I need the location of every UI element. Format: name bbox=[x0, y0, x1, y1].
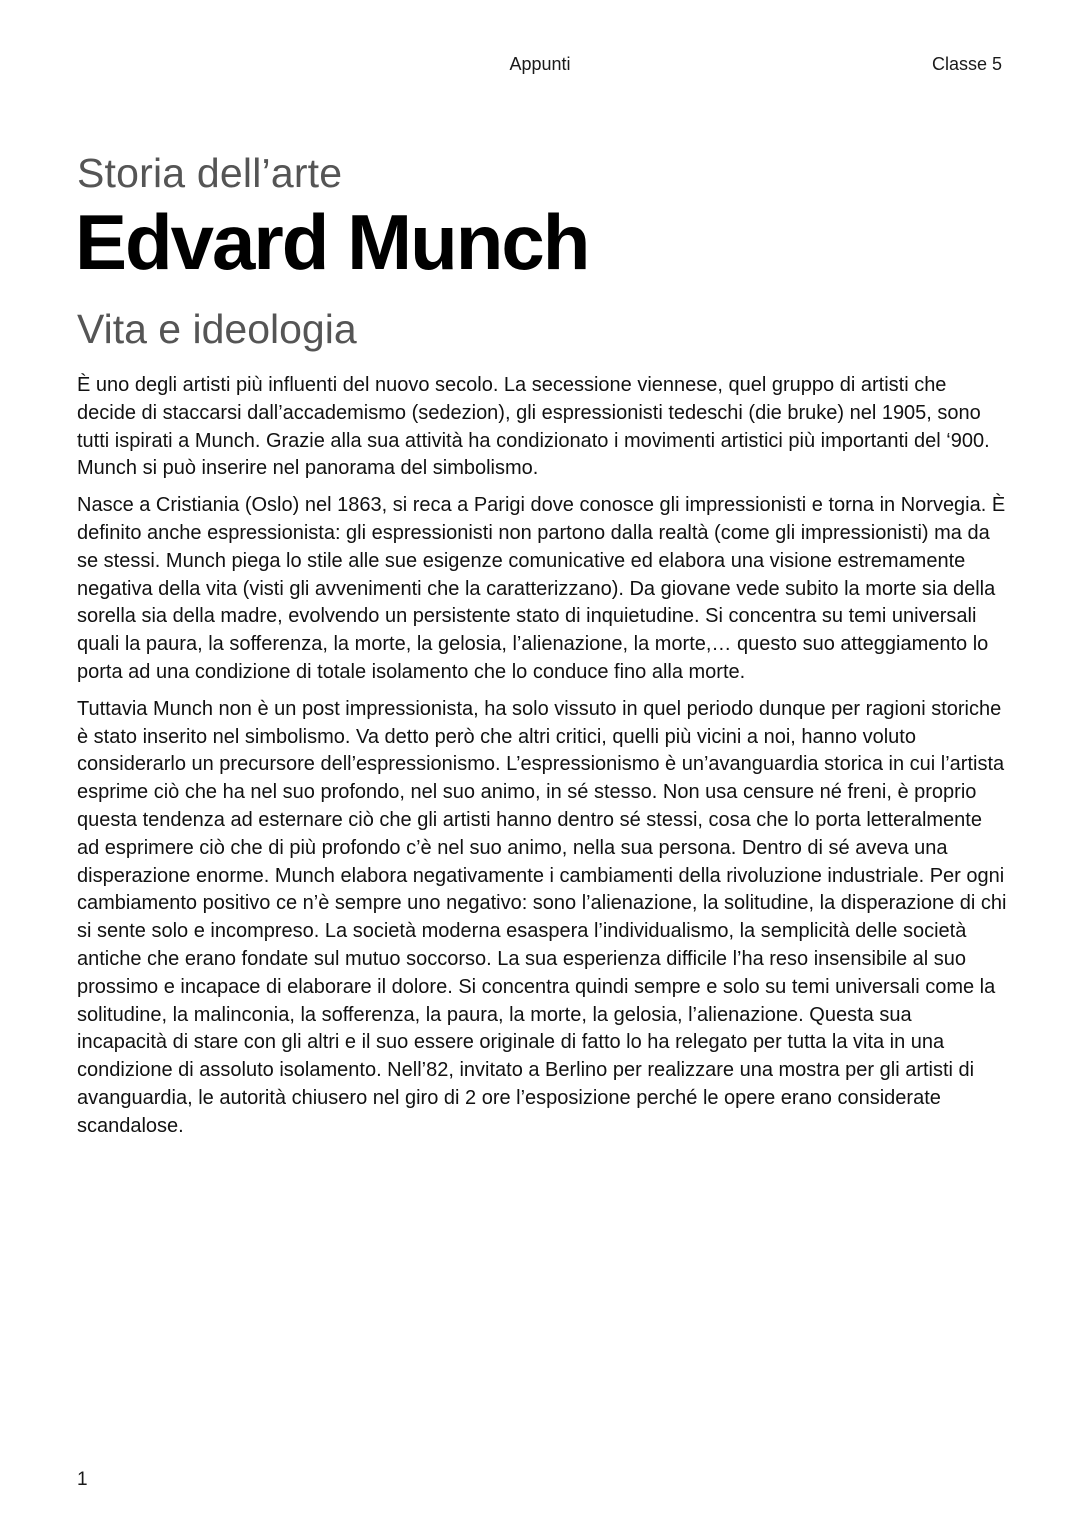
body-text bbox=[77, 372, 1007, 1150]
paragraph: Tuttavia Munch non è un post impressionista, ha solo vissuto in quel periodo dunque per ragioni storiche è stato inserito nel simbolismo. Va detto però che altri critici, quelli più vicini a noi, hanno voluto considerarlo un precursore dell’espressionismo. L’espressionismo è un’avanguardia storica in cui l’artista esprime ciò che ha nel suo profondo, nel suo animo, in sé stesso. Non usa censure né freni, è proprio questa tendenza ad esternare ciò che gli artisti hanno dentro sé stessi, cosa che lo porta letteralmente ad esprimere ciò che di più profondo c’è nel suo animo, nella sua persona. Dentro di sé aveva una disperazione enorme. Munch elabora negativamente i cambiamenti della rivoluzione industriale. Per ogni cambiamento positivo ce n’è sempre uno negativo: sono l’alienazione, la solitudine, la disperazione di chi si sente solo e incompreso. La società moderna esaspera l’individualismo, la semplicità delle società antiche che erano fondate sul mutuo soccorso. La sua esperienza difficile l’ha reso insensibile al suo prossimo e incapace di elaborare il dolore. Si concentra quindi sempre e solo su temi universali come la solitudine, la malinconia, la sofferenza, la paura, la morte, la gelosia, l’alienazione. Questa sua incapacità di stare con gli altri e il suo essere originale di fatto lo ha relegato per tutta la vita in una condizione di assoluto isolamento. Nell’82, invitato a Berlino per realizzare una mostra per gli artisti di avanguardia, le autorità chiusero nel giro di 2 ore l’esposizione perché le opere erano considerate scandalose. bbox=[77, 697, 1007, 1137]
header-title: Appunti bbox=[509, 54, 571, 74]
paragraph: È uno degli artisti più influenti del nuovo secolo. La secessione viennese, quel gruppo di artisti che decide di staccarsi dall’accademismo (sedezion), gli espressionisti tedeschi (die bruke) nel 1905, sono tutti ispirati a Munch. Grazie alla sua attività ha condizionato i movimenti artistici più importanti del ‘900. Munch si può inserire nel panorama del simbolismo. bbox=[77, 374, 990, 480]
paragraph: Nasce a Cristiania (Oslo) nel 1863, si reca a Parigi dove conosce gli impressionisti e torna in Norvegia. È definito anche espressionista: gli espressionisti non partono dalla realtà (come gli impressionisti) ma da se stessi. Munch piega lo stile alle sue esigenze comunicative ed elabora una visione estremamente negativa della vita (visti gli avvenimenti che la caratterizzano). Da giovane vede subito la morte sia della sorella sia della madre, evolvendo un persistente stato di inquietudine. Si concentra su temi universali quali la paura, la sofferenza, la morte, la gelosia, l’alienazione, la morte,… questo suo atteggiamento lo porta ad una condizione di totale isolamento che lo conduce fino alla morte. bbox=[77, 494, 1006, 683]
header-class-label: Classe 5 bbox=[931, 54, 1002, 74]
page-number: 1 bbox=[77, 1469, 88, 1490]
page-title: Edvard Munch bbox=[75, 198, 589, 286]
section-heading: Vita e ideologia bbox=[77, 306, 357, 352]
subject-heading: Storia dell’arte bbox=[77, 150, 343, 196]
